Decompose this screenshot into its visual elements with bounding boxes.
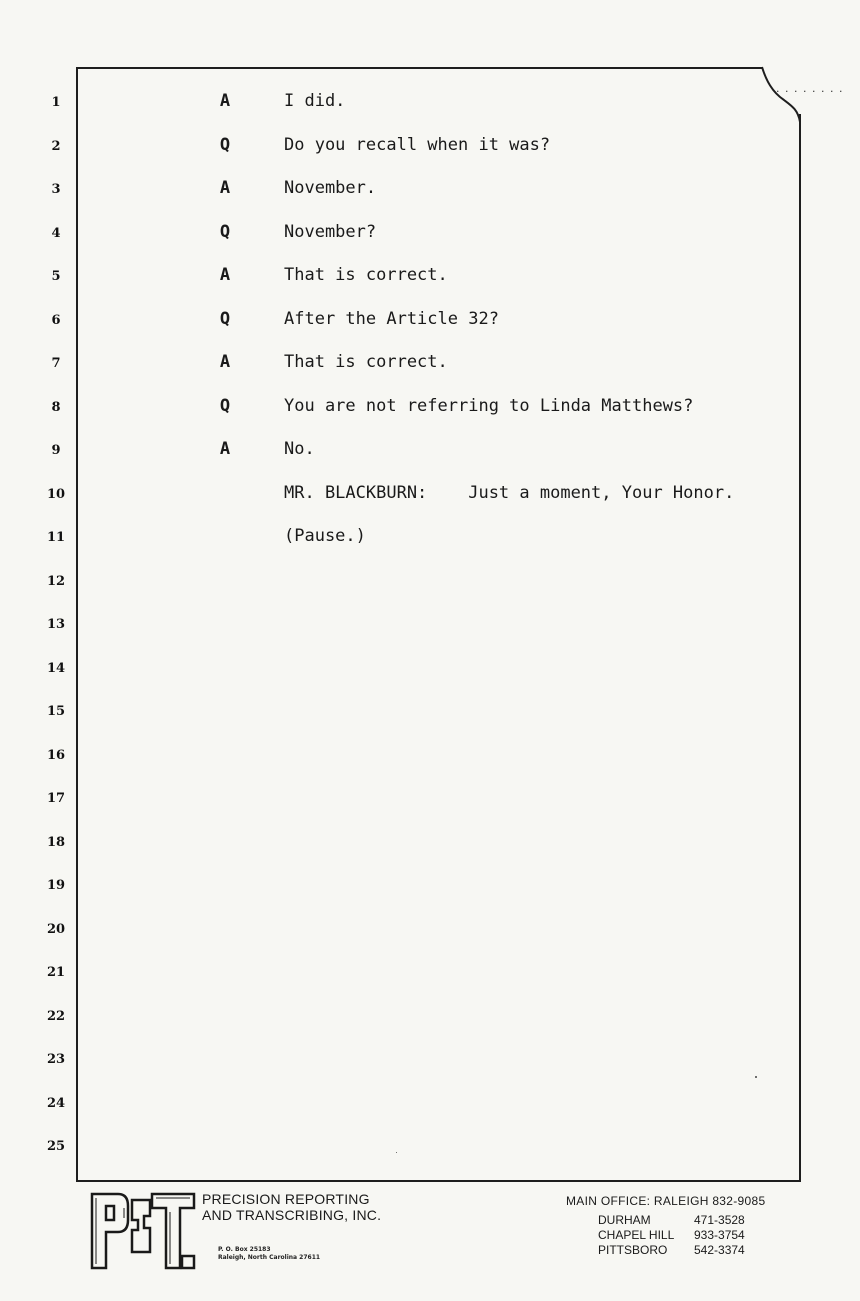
logo-text: P&T — [143, 1270, 145, 1271]
city-address: Raleigh, North Carolina 27611 — [218, 1254, 321, 1261]
line-number: 13 — [46, 617, 66, 632]
office-phone: 933-3754 — [694, 1228, 745, 1242]
line-number: 17 — [46, 791, 66, 806]
corner-marks: · · · · · · · · — [776, 85, 844, 98]
firm-name-line2: AND TRANSCRIBING, INC. — [202, 1207, 382, 1223]
office-phone: 542-3374 — [694, 1243, 745, 1257]
firm-name — [202, 1191, 381, 1223]
line-number: 20 — [46, 921, 66, 937]
pt-logo-icon — [88, 1190, 198, 1272]
firm-name-line1: PRECISION REPORTING — [202, 1191, 370, 1207]
speaker-label: A — [219, 91, 231, 111]
speaker-label: Q — [219, 308, 231, 329]
line-number: 24 — [46, 1095, 66, 1111]
line-number: 2 — [51, 138, 61, 154]
speaker-label: Q — [219, 221, 231, 242]
office-city: CHAPEL HILL — [598, 1228, 675, 1242]
line-number: 25 — [46, 1139, 66, 1154]
speaker-label: A — [219, 265, 231, 285]
line-number: 7 — [51, 356, 61, 371]
line-number: 23 — [46, 1052, 66, 1067]
line-number: 22 — [46, 1008, 66, 1024]
transcript-text: That is correct. — [284, 265, 448, 285]
line-number: 6 — [51, 312, 61, 328]
transcript-text: That is correct. — [284, 352, 448, 372]
line-number: 19 — [46, 878, 66, 893]
transcript-text: After the Article 32? — [284, 308, 499, 329]
scan-speck — [755, 1076, 757, 1078]
speaker-label: A — [219, 178, 231, 198]
line-number: 10 — [46, 486, 66, 502]
line-number: 21 — [46, 965, 66, 980]
line-number: 12 — [46, 573, 66, 589]
transcript-text: MR. BLACKBURN: Just a moment, Your Honor. — [284, 482, 735, 503]
line-number: 9 — [51, 443, 61, 458]
scan-speck — [396, 1152, 397, 1153]
transcript-text: Do you recall when it was? — [284, 134, 551, 155]
office-list — [566, 1194, 774, 1258]
transcript-text: I did. — [284, 91, 346, 111]
line-number: 3 — [51, 182, 61, 197]
line-number: 8 — [51, 399, 61, 415]
office-city: PITTSBORO — [598, 1243, 668, 1257]
speaker-label: Q — [219, 134, 231, 155]
main-office: MAIN OFFICE: RALEIGH 832-9085 — [566, 1194, 766, 1208]
transcript-text: November. — [284, 178, 377, 198]
office-phone: 471-3528 — [694, 1213, 745, 1227]
office-row — [598, 1243, 774, 1258]
line-number: 11 — [46, 530, 66, 545]
line-number: 14 — [46, 660, 66, 676]
transcript-text: (Pause.) — [284, 526, 366, 546]
office-city: DURHAM — [598, 1213, 651, 1227]
office-row — [598, 1213, 774, 1228]
transcript-text: You are not referring to Linda Matthews? — [284, 395, 694, 416]
line-number: 18 — [46, 834, 66, 850]
firm-address — [218, 1246, 320, 1262]
line-number: 4 — [51, 225, 61, 241]
frame-left-border — [76, 67, 78, 1182]
transcript-text: No. — [284, 439, 315, 459]
line-number: 5 — [51, 269, 61, 284]
frame-right-border — [799, 114, 801, 1182]
speaker-label: Q — [219, 395, 231, 416]
transcript-text: November? — [284, 221, 377, 242]
office-row — [598, 1228, 774, 1243]
frame-top-border — [76, 67, 762, 69]
speaker-label: A — [219, 352, 231, 372]
po-box: P. O. Box 25183 — [218, 1246, 271, 1253]
line-number: 15 — [46, 704, 66, 719]
line-number: 1 — [51, 95, 61, 110]
line-number: 16 — [46, 747, 66, 763]
speaker-label: A — [219, 439, 231, 459]
frame-bottom-border — [76, 1180, 801, 1182]
